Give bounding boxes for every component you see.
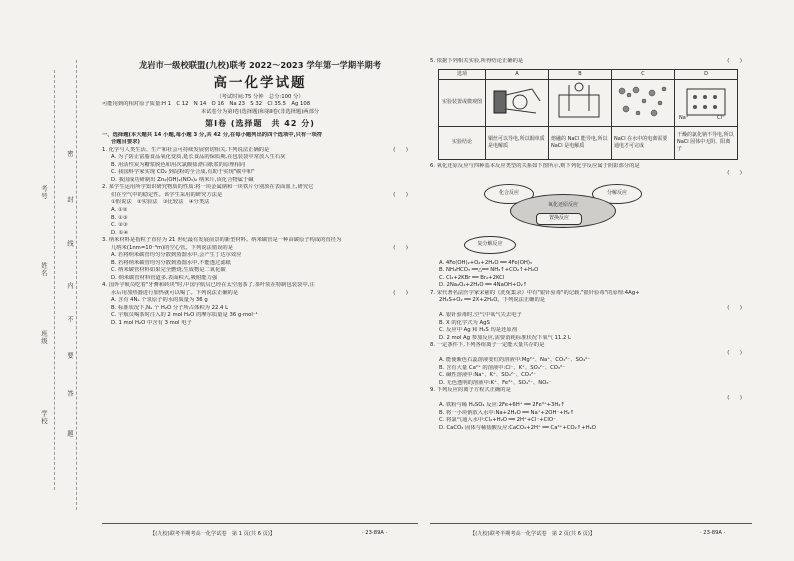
subject-title: 高一化学试题 <box>213 74 307 91</box>
question-6-paren-row <box>430 170 752 178</box>
option: B. 用活性炭为糖浆脱色和用次氯酸盐漂白纸浆的原理相同 <box>111 161 246 168</box>
stem-text: 8. 一定条件下,下列各组离子一定能大量共存的是 <box>430 342 545 349</box>
molten-nacl-diagram <box>551 81 609 121</box>
conclusion-d: 干燥的氯化钠不导电,所以 NaCl 固体中无阴、阳离子 <box>675 126 738 159</box>
apparatus-a <box>486 79 549 126</box>
q6-options <box>430 260 752 290</box>
option: B. 标准状况下,Nₐ 个 H₂O 分子所占体积为 22.4 L <box>111 304 229 311</box>
row-apparatus-label: 实验装置或微观图 <box>439 79 486 126</box>
right-questions <box>430 290 752 433</box>
col-d: D <box>675 69 738 79</box>
seal-word: 题 <box>66 430 74 438</box>
page-two <box>430 58 752 433</box>
col-option: 选项 <box>439 69 486 79</box>
row-conclusion-label: 实验结论 <box>439 126 486 159</box>
dry-nacl-diagram <box>677 81 735 121</box>
question-3 <box>102 237 418 282</box>
option: C. 宇航员喝茶时注入的 2 mol H₂O 的摩尔质量是 36 g·mol⁻¹ <box>111 312 258 319</box>
question-5-stem <box>430 58 752 66</box>
option: A. 能使紫色石蕊溶液变红的溶液中:Mg²⁺、Na⁺、CO₃²⁻、SO₄²⁻ <box>439 357 591 364</box>
seal-word: 要 <box>66 352 74 360</box>
footer-rule-right <box>430 523 752 524</box>
stem-text: 2. 某学生运用所学知识研究物质的性质:将一块金属钠和一块铁片分别放在表面皿上,研究它 <box>102 184 314 191</box>
section-one-title: 第Ⅰ卷 (选择题 共 42 分) <box>205 119 315 129</box>
question-stem-line <box>102 147 418 155</box>
option: A. 若将纳米碳管均匀分散到蒸馏水中,会产生丁达尔效应 <box>111 252 242 259</box>
experiment-table <box>438 69 738 160</box>
answer-paren: ( ) <box>393 289 408 296</box>
question-stem-line <box>102 282 418 290</box>
apparatus-b <box>549 79 612 126</box>
option: C. 纳米碳管材料如果完全燃烧,生成物是二氧化碳 <box>111 267 226 274</box>
stem-text: 2H₂S+O₂ ══ 2X+2H₂O。下列说法正确的是 <box>439 297 546 304</box>
option: C. 碱性溶液中:Na⁺、K⁺、SO₄²⁻、CO₃²⁻ <box>439 372 536 379</box>
question-2 <box>102 184 418 237</box>
option: C. Cl₂+2KBr ══ Br₂+2KCl <box>439 274 505 281</box>
nacl-dissolution-diagram <box>614 81 672 121</box>
displacement-box: 置换反应 <box>536 213 582 225</box>
class-label: 班级 <box>40 330 48 345</box>
q5-stem-text: 5. 依据下列相关实验,所得结论正确的是 <box>430 58 524 64</box>
exam-title: 龙岩市一级校联盟(九校)联考 2022～2023 学年第一学期半期考 <box>138 60 382 70</box>
col-a: A <box>486 69 549 79</box>
seal-word: 答 <box>66 390 74 398</box>
seal-line <box>76 60 77 510</box>
footer-left-code: · 23-89A · <box>362 530 388 536</box>
option: D. 2 mol Ag 参加反应,需要消耗标准状况下氧气 11.2 L <box>439 334 571 341</box>
col-c: C <box>612 69 675 79</box>
stem-text: 9. 下列反应的离子方程式正确的是 <box>430 387 511 394</box>
option: A. 银针验毒时,空气中氧气失去电子 <box>439 312 522 319</box>
seal-word: 不 <box>66 316 74 324</box>
question-paren-row <box>430 305 752 313</box>
question-stem-line <box>430 387 752 395</box>
conclusion-c: NaCl 在水中的电离需要通电才可完成 <box>612 126 675 159</box>
question-1 <box>102 147 418 185</box>
answer-paren: ( ) <box>727 304 742 311</box>
seal-word: 线 <box>66 240 74 248</box>
question-paren-row <box>430 350 752 358</box>
option: A. 4Fe(OH)₂+O₂+2H₂O ══ 4Fe(OH)₃ <box>439 259 533 266</box>
question-stem-line <box>102 237 418 245</box>
option: A. ①② <box>111 207 128 213</box>
atomic-masses: 可能用到的相对原子质量:H 1 C 12 N 14 O 16 Na 23 S 32 Cl 35.5 Ag 108 <box>102 101 311 108</box>
question-9 <box>430 387 752 432</box>
seal-word: 封 <box>66 196 74 204</box>
seal-word: 密 <box>66 150 74 158</box>
question-stem-line <box>102 290 418 298</box>
stem-text: 们在空气中的稳定性。该学生采用的研究方法是 <box>111 191 223 198</box>
question-paren-row <box>430 395 752 403</box>
option: C. 反应中 Ag 和 H₂S 均是还原剂 <box>439 327 517 334</box>
answer-paren: ( ) <box>393 191 408 198</box>
option: A. 含有 4Nₐ 个氢原子的水的质量为 36 g <box>111 297 208 304</box>
answer-paren: ( ) <box>393 244 408 251</box>
seal-word: 内 <box>66 282 74 290</box>
option: C. 我国科学家实现 CO₂ 到淀粉的全合成,有助于实现"碳中和" <box>111 169 255 176</box>
answer-paren: ( ) <box>727 58 742 64</box>
stem-text: 3. 纳米材料是指粒子直径为 21 世纪最有发展前景的新型材料。纳米碳管是一种由碳原子构成的直径为 <box>102 237 342 244</box>
left-questions <box>102 147 418 327</box>
combination-oval: 化合反应 <box>484 184 534 204</box>
option: B. 含有大量 Ca²⁺ 的溶液中:Cl⁻、K⁺、SO₄²⁻、CO₃²⁻ <box>439 364 566 371</box>
decomposition-oval: 分解反应 <box>592 184 642 204</box>
option: D. ①④ <box>111 229 128 236</box>
question-4 <box>102 282 418 327</box>
footer-rule-left <box>102 523 418 524</box>
option: B. X 的化学式为 AgS <box>439 319 490 326</box>
option: A. 铁粉与稀 H₂SO₄ 反应:2Fe+6H⁺ ══ 2Fe³⁺+3H₂↑ <box>439 402 565 409</box>
col-b: B <box>549 69 612 79</box>
option: A. 为了防止富脂食品氧化变质,延长食品的保质期,在包装袋中常放入生石灰 <box>111 154 286 161</box>
option: B. ①③ <box>111 214 128 221</box>
wire-battery-diagram <box>488 81 546 121</box>
q6-stem-text: 6. 氧化还原反应与四种基本反应类型的关系如下图所示,则下列化学反应属于阴影部分的是 <box>430 162 640 169</box>
stem-text: 水后用加热器进行加热就可以喝了。下列说法正确的是 <box>111 289 239 296</box>
option: D. 2Na₂O₂+2H₂O ══ 4NaOH+O₂↑ <box>439 282 528 289</box>
metathesis-oval: 复分解反应 <box>464 236 516 254</box>
fill-line <box>54 70 55 490</box>
stem-text: 7. 宋代著名法医学家宋慈的《洗冤集录》中有"银针验毒"的记载,"银针验毒"的原理:4Ag+ <box>430 289 640 296</box>
option: D. 1 mol H₂O 中含有 3 mol 电子 <box>111 319 192 326</box>
section-instruction-line: 合题目要求) <box>111 139 140 146</box>
question-stem-line <box>102 192 418 200</box>
ion-label-cl: Cl⁻ <box>717 115 725 122</box>
stem-text: 几纳米(1nm=10⁻⁹m)的空心管。下列说法错误的是 <box>111 244 234 251</box>
conclusion-a: 铜丝可以导电,所以铜单质是电解质 <box>486 126 549 159</box>
answer-paren: ( ) <box>727 394 742 401</box>
answer-paren: ( ) <box>727 170 742 177</box>
page-one <box>102 58 418 327</box>
section-instruction-line: 一、选择题(本大题共 14 小题,每小题 3 分,共 42 分,在每小题列出的四个选项中,只有一项符 <box>102 131 323 138</box>
name-label: 姓名 <box>40 262 48 277</box>
option: B. 将一小块钠放入水中:Na+2H₂O ══ Na⁺+2OH⁻+H₂↑ <box>439 409 575 416</box>
structure-note: 本试卷分为第Ⅰ卷(选择题)和第Ⅱ卷(非选择题)两部分 <box>200 108 320 115</box>
question-stem-line <box>430 297 752 305</box>
option: D. 无色透明的溶液中:K⁺、Fe³⁺、SO₄²⁻、NO₃⁻ <box>439 379 552 386</box>
answer-paren: ( ) <box>727 349 742 356</box>
question-stem-line <box>430 290 752 298</box>
option: B. NH₄HCO₃ ══△══ NH₃↑+CO₂↑+H₂O <box>439 267 539 274</box>
footer-right: 【(九校)联考半期考高一化学试卷 第 2 页(共 6 页)】 <box>470 531 596 537</box>
footer-right-code: · 23-89A · <box>700 530 726 536</box>
answer-paren: ( ) <box>393 146 408 153</box>
conclusion-b: 熔融的 NaCl 能导电,所以 NaCl 是电解质 <box>549 126 612 159</box>
time-score: （考试时间:75 分钟 总分:100 分） <box>216 93 304 100</box>
question-stem-line <box>430 342 752 350</box>
stem-text: 1. 化学与人类生活、生产和社会可持续发展密切相关,下列说法正确的是 <box>102 146 270 153</box>
option: C. ②③ <box>111 222 128 229</box>
stem-text: 4. 国外宇航员吃着"牙膏和砖块"时,中国宇航员已经在太空泡茶了,茶叶装在特制包装袋中,注 <box>102 282 315 289</box>
question-7 <box>430 290 752 343</box>
option: D. CaCO₃ 固体与稀盐酸反应:CaCO₃+2H⁺ ══ Ca²⁺+CO₂↑+H₂O <box>439 424 596 431</box>
option: D. 我国成功研制出 Zn₂(OH)₂(NO₃)₂ 纳米片,该化合物属于碱 <box>111 176 254 183</box>
question-8 <box>430 342 752 387</box>
apparatus-d <box>675 79 738 126</box>
option: D. 纳米碳管材料管道多,表面积大,吸附能力强 <box>111 274 218 281</box>
question-stem-line <box>102 245 418 253</box>
option: B. 若将纳米碳管均匀分散到蒸馏水中,不能透过滤纸 <box>111 259 231 266</box>
option: ①假说法 ②实验法 ③比较法 ④分类法 <box>111 199 210 206</box>
candidate-number-label: 考号 <box>40 185 48 200</box>
question-6-stem <box>430 163 752 171</box>
ion-label-na: Na⁺ <box>679 115 689 122</box>
reaction-type-diagram <box>460 180 760 258</box>
footer-left: 【(九校)联考半期考高一化学试卷 第 1 页(共 6 页)】 <box>150 531 276 537</box>
apparatus-c <box>612 79 675 126</box>
question-stem-line <box>102 184 418 192</box>
school-label: 学校 <box>40 410 48 425</box>
option: C. 将氯气通入水中:Cl₂+H₂O ══ 2H⁺+Cl⁻+ClO⁻ <box>439 417 556 424</box>
redox-label: 氧化还原反应 <box>547 202 578 209</box>
